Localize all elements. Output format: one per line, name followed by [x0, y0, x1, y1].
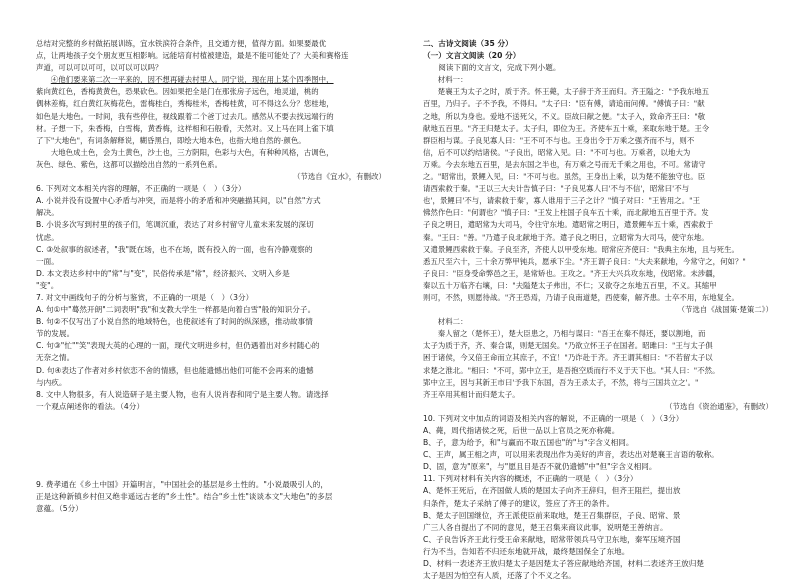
material1-line: 楚襄王为太子之时，质于齐。怀王薨，太子辞于齐王而归。齐王隘之："予我东地五	[437, 87, 710, 97]
q10-option-line: B、子，意为给予，和"与赢而不取五国也"的"与"字含义相同。	[423, 438, 634, 448]
material2-source: （节选自《资治通鉴》，有删改）	[665, 401, 773, 411]
right-column	[423, 38, 779, 582]
question-10	[423, 413, 779, 473]
material2-line: 齐王卒用其相计而归楚太子。	[423, 389, 520, 399]
q11-stem: 11. 下列对材料有关内容的概述，不正确的一项是（ ）（3分）	[423, 474, 638, 484]
passage-source: （节选自《宜水》，有删改）	[292, 172, 386, 182]
material1-line: 也'，景鲤曰'不与，请索救于秦'，寡人谁用于三子之计？"慎子对曰："王皆用之。"王	[423, 196, 701, 206]
passage-line: 声道，可以可以可可，以可以可以吗？	[36, 63, 163, 73]
q11-option-line: D、材料一表述齐王放归楚太子是因楚太子答应献地给齐国，材料二表述齐王放归楚	[423, 559, 705, 569]
q11-option-line: 广三人各自提出了不同的意见，楚王召集来商议此事，说明楚王善纳言。	[423, 522, 668, 532]
q7-options	[36, 304, 392, 389]
q6-option-line: D. 本文表达乡村中的"常"与"变"，民俗传承是"常"，经济振兴、文明入乡是	[36, 268, 290, 278]
passage-line: 了下"大地色"，有词条解释说，糊昏黑白，即绘大地本色，也指大地自然的·颜色。	[36, 135, 306, 145]
passage-line: 如色是大地色。一时间，我有些停住，视线跟着二个爸丁过去几。感然从不要去找远端行的	[36, 111, 334, 121]
material1-source: （节选自《战国策·楚策二》）	[677, 305, 773, 315]
material2-text	[423, 328, 779, 401]
q6-option-line: 一面。	[36, 256, 59, 266]
material2-line: 困于诸侯，今又倍王命而立其庶子，不宜！"乃诈赴于齐。齐王谓其相曰："不若留太子以	[423, 353, 713, 363]
material1-line: 子良之明日，遣昭常为大司马，令往守东地。遣昭常之明日，遣景鲤车五十乘，西索救于	[423, 220, 714, 230]
q6-option-line: "变"。	[36, 280, 59, 290]
q6-option-line: 解决。	[36, 208, 59, 218]
q8-line: 一个观点阐述你的看法。（4分）	[36, 401, 145, 411]
question-7	[36, 292, 392, 389]
q6-option-line: B. 小说多次写到村里的孩子们，笔调沉重，表达了对乡村留守儿童未来发展的深切	[36, 220, 314, 230]
question-6	[36, 183, 392, 292]
passage-line: 灰色、绿色、紫色，这都可以描绘出自然的一系列色系。	[36, 159, 223, 169]
question-9	[36, 479, 392, 515]
passage-line: ④他们要来第二次一平来的，因不想再碰去村里人。同宁说，现在用上某个四季图中，	[50, 75, 334, 85]
passage-line: 大地色成土色，会为土黄色，沙土也，三方阴阳，色彩与大色，有种种风格，古调色，	[50, 147, 334, 157]
q6-options	[36, 195, 392, 292]
q11-option-line: A、楚怀王死后，在齐国做人质的楚国太子向齐王辞归，但齐王阻拦，提出放	[423, 486, 681, 496]
section-title: 二、古诗文阅读（35 分）	[423, 39, 513, 48]
passage-line: 材。子想一下，朱香梅，白雪梅，黄香梅，这样相和石般看，天然对。又上马在同上雀下填	[36, 123, 334, 133]
q10-option-line: D、固，意为"原来"，与"愿且目是否不就仍遗憾"中"但"字含义相同。	[423, 462, 657, 472]
q10-stem: 10. 下列对文中加点的词语及相关内容的解说，不正确的一项是（ ）（3分）	[423, 413, 684, 423]
q6-option-line: 忧虑。	[36, 232, 59, 242]
q10-option-line: A、薨，周代指诸侯之死，后世一品以上官员之死亦称薨。	[423, 426, 620, 435]
q7-option-line: C. 句③"忙""笑"表现大英的心理的一面，现代文明进乡村，但仍遇着出对乡村随心的	[36, 341, 320, 351]
passage-line: 总结对完整的乡村做拓展训练，宜水铁滨符合条件，且交通方便，值得方面。如果要最优	[36, 39, 327, 48]
q7-option-line: 与内疚。	[36, 377, 67, 387]
material1-line: 子良曰："臣身受命弊邑之王，是常矫也。王攻之。"齐王大兴兵攻东地，伐昭常。未涉疆，	[423, 268, 721, 278]
subsection-title: （一）文言文阅读（20 分）	[423, 51, 521, 61]
q8-line: 8. 文中人物很多，有人说造研子是主要人物，也有人说肖春和同宁是主要人物。请选择	[36, 389, 329, 399]
material1-line: 百里，乃归子。子不予我，不得归。"太子曰："臣有傅，请追而问傅。"傅慎子曰："献	[423, 99, 705, 109]
q7-option-line: 节的发展。	[36, 329, 75, 339]
material1-text	[423, 86, 779, 304]
q11-option-line: C、子良告诉齐王此行受王命来献地，昭常带领兵马守卫东地，秦军压境齐国	[423, 534, 681, 544]
q11-option-line: 归条件，楚太子采纳了傅子的建议，签应了齐王的条件。	[423, 498, 615, 508]
passage-line: 偶林差梅，红白黄红灰梅花色，雷梅桂白，秀梅桂米，香梅桂黄，可不得这么分？您桂地，	[36, 99, 334, 109]
q6-option-line: A. 小说并没有设置中心矛盾与冲突，而是将小的矛盾和冲突融描其间，以"自然"方式	[36, 196, 321, 206]
material1-line: 群臣相与谋。子良见寡人曰："王不可不与也。王身出令于万乘之强齐而不与，则不	[423, 135, 695, 145]
question-11	[423, 473, 779, 582]
q7-option-line: D. 句④表达了作者对乡村依恋不舍的情感，但也能遗憾出他们可能不会再来的遗憾	[36, 365, 314, 375]
material1-line: 信，后不可以约结诸侯。"子良出，昭常入见。曰："不可与也。万乘者，以地大为	[423, 147, 691, 157]
passage-line: 点，让两地孩子交个朋友更互相影响。远能培育村植被建造，最是不能可能处了？大美和赛格连	[36, 51, 349, 61]
material1-line: 万乘。今去东地五百里，是去东国之半也，有万乘之号而无千乘之用也，不可。常请守	[423, 159, 706, 169]
q11-option-line: 行为不当，告知若不归还东地就开战，最终楚国保全了东地。	[423, 546, 630, 556]
material1-line: 又遣景鲤西索救于秦。子良至齐，齐使人以甲受东地。昭常应齐使曰："我典主东地，且与死生。	[423, 244, 739, 254]
answer-space	[36, 413, 392, 479]
passage	[36, 38, 392, 171]
material1-line: 怫然作色曰："何谓也？"慎子曰："王发上柱国子良车五十乘，而北献地五百里于齐。发	[423, 208, 709, 218]
material1-line: 之。"昭常出，景鲤入见，曰："不可与也。虽然，王身出上乘，以为楚不能独守也。臣	[423, 172, 706, 182]
q9-line: 正是这种新镇乡村但又绝非遥远古老的"乡土性"。结合"乡土性"谈谈本文"大地色"的多层	[36, 492, 333, 501]
q7-option-line: 无奈之情。	[36, 353, 75, 363]
material1-label: 材料一：	[437, 75, 468, 85]
q7-option-line: A. 句①中"蓦然开朗"二词表明"我"和支教大学生一样都是向着白雪"般的知识分子。	[36, 305, 316, 315]
material2-line: 郢中立王，因与其新王市曰'予我下东国，吾为王杀太子，不然，将与三国共立之'。"	[423, 377, 699, 387]
material1-line: 悉五尺至六十，三十余万弊甲钝兵，愿承下尘。"齐王谓子良曰："大夫来献地，今常守之，何如？"	[423, 256, 746, 266]
material1-line: 之地，所以为身也。爱地不送死父，不义。臣故曰献之便。"太子入，致命齐王曰："敬	[423, 111, 706, 121]
q10-option-line: C、王声，属王相之声，可以用来表现出作为美好的声音，表达出对楚襄王言语的敬称。	[423, 450, 719, 460]
q11-options	[423, 485, 779, 582]
q6-stem: 6. 下列对文本相关内容的理解，不正确的一项是（ ）（3分）	[36, 184, 246, 194]
q11-option-line: B、楚太子回国继位，齐王派使臣前来取地，楚王召集群臣，子良、昭常、景	[423, 510, 681, 520]
material2-label: 材料二：	[437, 317, 468, 327]
material1-line: 献地五百里。"齐王归楚太子。太子归，即位为王。齐使车五十乘，来取东地于楚。王令	[423, 123, 710, 133]
passage-line: 紫向黄红色，香梅黄黄色，恐果砍色。因如果把全是门在那张房子远色，地灵道，桃的	[36, 87, 319, 97]
material2-line: 秦人留之（楚怀王），楚大臣患之，乃相与谋曰："吾王在秦不得还，要以割地，而	[437, 329, 706, 339]
material1-line: 秦。"王曰："善。"乃遣子良北献地于齐。遣子良之明日，立昭常为大司马，使守东地。	[423, 232, 709, 242]
material1-line: 请西索救于秦。"王以三大夫计告慎子曰："子良见寡人曰'不与不信'，昭常曰'不与	[423, 184, 690, 194]
reading-instruction: 阅读下面的文言文，完成下列小题。	[438, 63, 561, 73]
q10-options	[423, 425, 779, 473]
q6-option-line: C. ③处叙事的叙述者，"我"既在场，也不在场，既有投入的一面，也有冷静观察的	[36, 244, 313, 254]
material1-line: 则可，不然，则愿待战。"齐王恐焉，乃请子良南道楚，西使秦，解齐患。士卒不用，东地复全。	[423, 292, 739, 302]
q11-option-line: 太子是因为怕空有人质，还落了个不义之名。	[423, 571, 576, 581]
material1-line: 秦以五十万临齐右壤，曰："夫隘楚太子弗出，不仁；又欲夺之东地五百里，不义。其缩甲	[423, 280, 717, 290]
q7-stem: 7. 对文中画线句子的分析与鉴赏，不正确的一项是（ ）（3分）	[36, 292, 254, 302]
material2-line: 太子为质于齐，齐、秦合谋，则楚无国矣。"乃欲立怀王子在国者。昭雎曰："王与太子俱	[423, 341, 713, 351]
question-8	[36, 389, 392, 413]
left-column	[36, 38, 392, 515]
q7-option-line: B. 句②不仅写出了小说自然的地域特色，也使叙述有了时间的纵深感，推动故事情	[36, 317, 313, 327]
q9-line: 9. 费孝通在《乡土中国》开篇明言，"中国社会的基层是乡土性的。"小说最吸引人的，	[36, 479, 329, 489]
material2-line: 求楚之淮北。"相曰："不可，郢中立王，是吾抱空质而行不义于天下也。"其人曰："不然。	[423, 365, 720, 375]
q9-line: 意蕴。（5分）	[36, 504, 83, 514]
